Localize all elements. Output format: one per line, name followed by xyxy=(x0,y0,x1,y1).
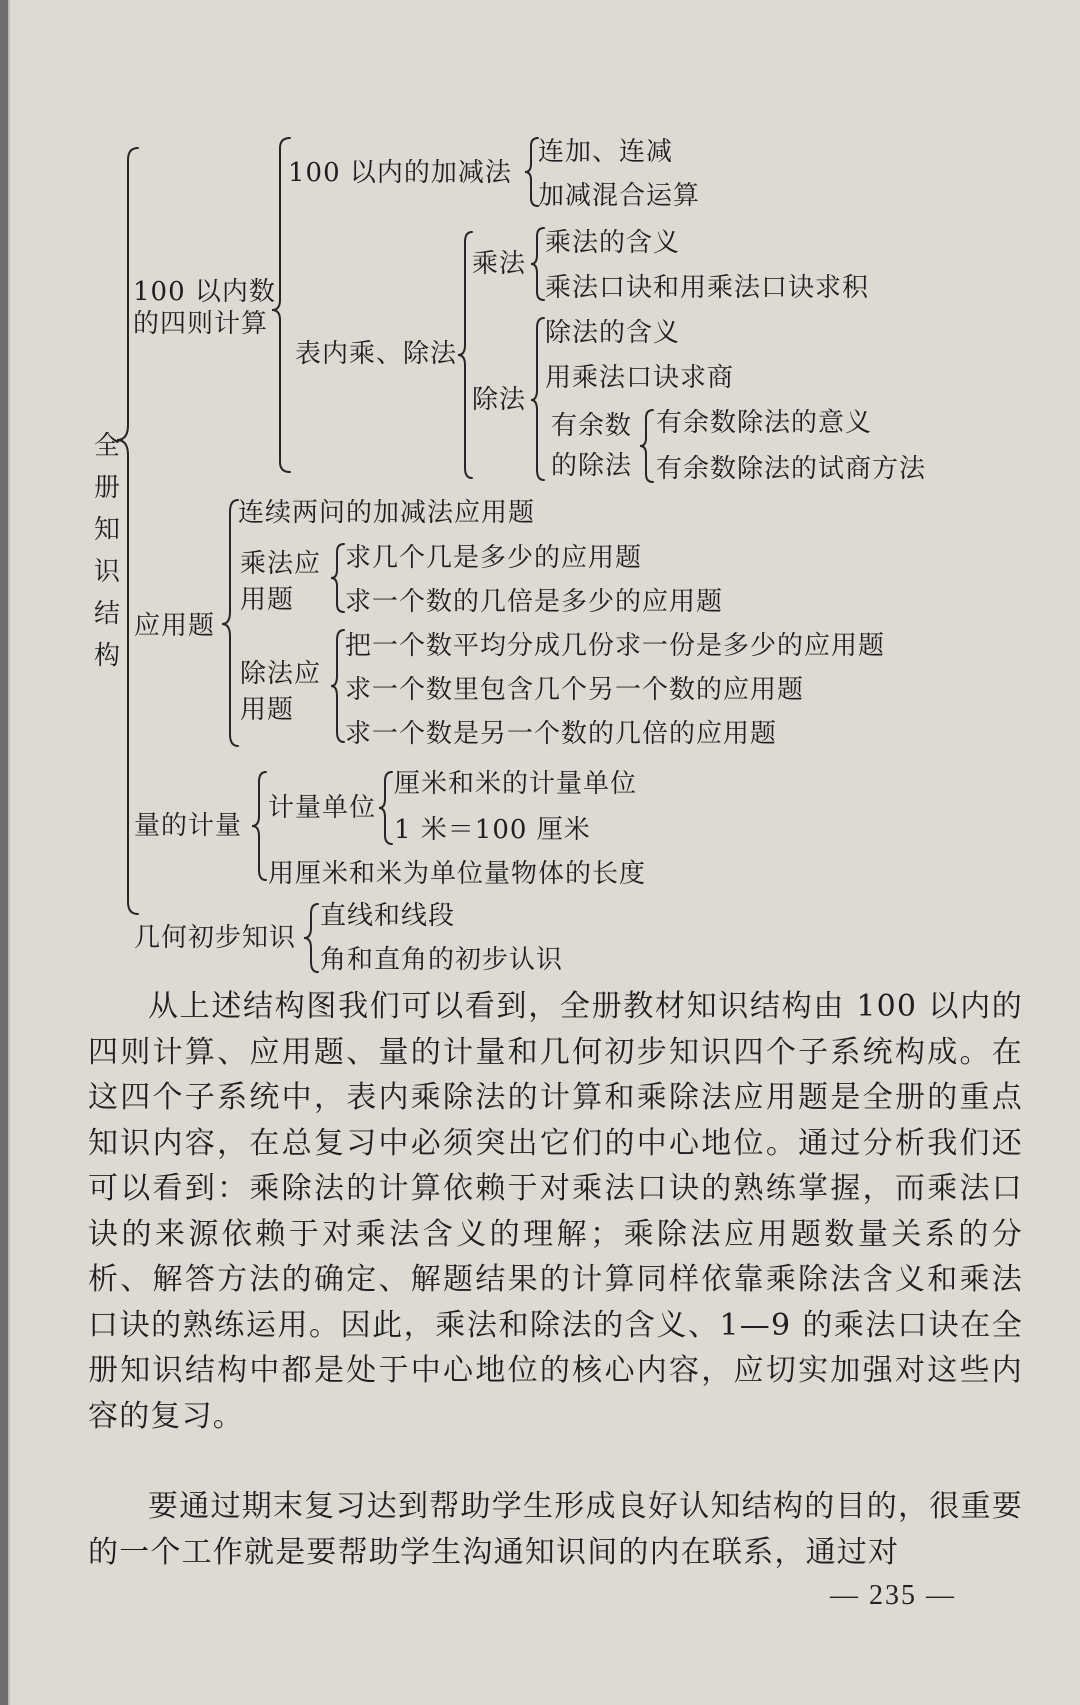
body-paragraph: 从上述结构图我们可以看到，全册教材知识结构由 100 以内的四则计算、应用题、量的计量和几何初步知识四个子系统构成。在这四个子系统中，表内乘除法的计算和乘除法应用题是全册的重点知识内容，在总复习中必须突出它们的中心地位。通过分析我们还可以看到：乘除法的计算依赖于对乘法口诀的熟练掌握，而乘法口诀的来源依赖于对乘法含义的理解；乘除法应用题数量关系的分析、解答方法的确定、解题结果的计算同样依靠乘除法含义和乘法口诀的熟练运用。因此，乘法和除法的含义、1—9 的乘法口诀在全册知识结构中都是处于中心地位的核心内容，应切实加强对这些内容的复习。 xyxy=(88,989,1023,1434)
outline-s1-chengchu: 表内乘、除法 xyxy=(295,339,458,369)
outline-s2-item1: 连续两问的加减法应用题 xyxy=(238,498,536,528)
outline-s1-jiajian-item: 连加、连减 xyxy=(538,137,674,167)
outline-s2-cheng-item: 求几个几是多少的应用题 xyxy=(345,543,643,573)
outline-s1-yushu-item: 有余数除法的意义 xyxy=(656,408,873,438)
sec2-brace xyxy=(222,500,238,746)
outline-section2: 应用题 xyxy=(134,611,216,641)
outline-s1-chufa-item: 除法的含义 xyxy=(545,318,681,348)
outline-s1-yushu-line2: 的除法 xyxy=(551,451,633,481)
outline-s2-chu-line2: 用题 xyxy=(240,695,295,725)
s3-unit-brace xyxy=(379,772,392,844)
outline-s3-unit-item: 厘米和米的计量单位 xyxy=(394,769,638,799)
outline-section3: 量的计量 xyxy=(134,811,243,841)
outline-s1-chufa-item: 用乘法口诀求商 xyxy=(545,363,735,393)
sec4-brace xyxy=(304,904,318,972)
outline-section1 xyxy=(133,276,276,340)
outline-s1-jiajian: 100 以内的加减法 xyxy=(288,158,512,188)
outline-s1-chengfa-item: 乘法口诀和用乘法口诀求积 xyxy=(545,273,870,303)
outline-s1-yushu-item: 有余数除法的试商方法 xyxy=(656,454,927,484)
outline-s2-cheng-line2: 用题 xyxy=(240,585,295,615)
jiajian-brace xyxy=(525,138,538,206)
outline-s3-unit: 计量单位 xyxy=(268,793,377,823)
outline-root: 全册知识结构 xyxy=(93,431,120,671)
yushu-brace xyxy=(640,410,653,482)
outline-section4: 几何初步知识 xyxy=(134,923,297,953)
chengfa-brace xyxy=(531,228,544,300)
outline-s3-unit-item: 1 米＝100 厘米 xyxy=(394,815,591,845)
outline-s2-cheng-item: 求一个数的几倍是多少的应用题 xyxy=(345,587,724,617)
outline-s2-chu-line1: 除法应 xyxy=(240,659,322,689)
outline-s4-item: 角和直角的初步认识 xyxy=(320,945,564,975)
outline-s4-item: 直线和线段 xyxy=(320,901,456,931)
chufa-brace xyxy=(531,318,544,480)
s2-cheng-brace xyxy=(331,544,344,612)
outline-s2-cheng-line1: 乘法应 xyxy=(240,549,322,579)
chengchu-brace xyxy=(458,232,472,478)
outline-s3-measure: 用厘米和米为单位量物体的长度 xyxy=(268,859,647,889)
outline-s1-yushu-line1: 有余数 xyxy=(551,411,633,441)
outline-s2-chu-item: 求一个数是另一个数的几倍的应用题 xyxy=(345,719,778,749)
page-number: — 235 — xyxy=(830,1580,956,1611)
outline-s1-chufa: 除法 xyxy=(472,385,527,415)
outline-section1-line: 的四则计算 xyxy=(133,309,269,339)
outline-s1-chengfa: 乘法 xyxy=(472,249,527,279)
outline-s2-chu-item: 求一个数里包含几个另一个数的应用题 xyxy=(345,675,805,705)
outline-s1-chengfa-item: 乘法的含义 xyxy=(545,228,681,258)
outline-s2-chu-item: 把一个数平均分成几份求一份是多少的应用题 xyxy=(345,631,886,661)
s2-chu-brace xyxy=(331,630,344,742)
book-page xyxy=(8,0,1080,1705)
sec3-brace xyxy=(252,772,266,880)
body-paragraph: 要通过期末复习达到帮助学生形成良好认知结构的目的，很重要的一个工作就是要帮助学生沟通知识间的内在联系，通过对 xyxy=(88,1489,1023,1570)
outline-section1-line: 100 以内数 xyxy=(133,277,276,307)
outline-s1-jiajian-item: 加减混合运算 xyxy=(538,181,701,211)
